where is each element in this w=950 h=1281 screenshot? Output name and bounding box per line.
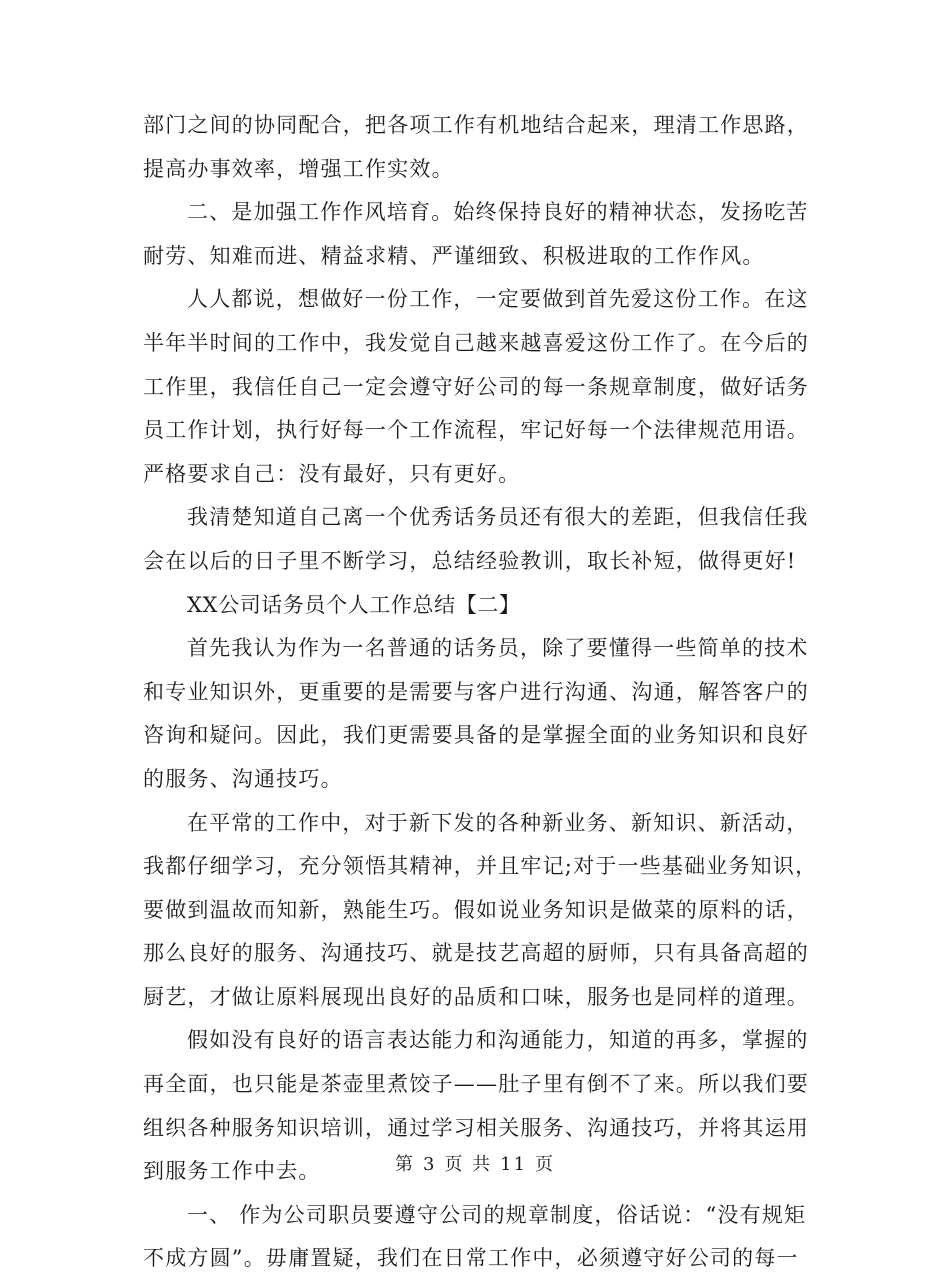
text-line: 耐劳、知难而进、精益求精、严谨细致、积极进取的工作作风。 <box>143 243 765 268</box>
total-page-count: 11 <box>500 1154 528 1175</box>
footer-prefix: 第 <box>394 1154 415 1175</box>
text-line: 我都仔细学习，充分领悟其精神，并且牢记;对于一些基础业务知识， <box>143 854 818 879</box>
text-line: 组织各种服务知识培训，通过学习相关服务、沟通技巧，并将其运用 <box>143 1115 809 1140</box>
text-line: 咨询和疑问。因此，我们更需要具备的是掌握全面的业务知识和良好 <box>143 723 809 748</box>
text-line: 部门之间的协同配合，把各项工作有机地结合起来，理清工作思路， <box>143 113 809 137</box>
text-line: 厨艺，才做让原料展现出良好的品质和口味，服务也是同样的道理。 <box>143 984 809 1009</box>
footer-middle: 页 共 <box>444 1154 493 1175</box>
text-line: 那么良好的服务、沟通技巧、就是技艺高超的厨师，只有具备高超的 <box>143 941 809 966</box>
text-line: 不成方圆”。毋庸置疑，我们在日常工作中，必须遵守好公司的每一 <box>143 1246 799 1271</box>
text-line: 会在以后的日子里不断学习，总结经验教训，取长补短，做得更好! <box>143 548 797 573</box>
text-line: 严格要求自己：没有最好，只有更好。 <box>143 461 521 486</box>
text-line: 员工作计划，执行好每一个工作流程，牢记好每一个法律规范用语。 <box>143 418 809 443</box>
current-page-number: 3 <box>422 1154 437 1175</box>
text-line: 一、 作为公司职员要遵守公司的规章制度，俗话说：“没有规矩 <box>187 1202 807 1227</box>
text-line: 再全面，也只能是茶壶里煮饺子——肚子里有倒不了来。所以我们要 <box>143 1072 809 1097</box>
text-line: 假如没有良好的语言表达能力和沟通能力，知道的再多，掌握的 <box>187 1028 809 1053</box>
document-body <box>143 104 818 1281</box>
text-line: 的服务、沟通技巧。 <box>143 766 343 791</box>
text-line: 我清楚知道自己离一个优秀话务员还有很大的差距，但我信任我 <box>187 505 809 530</box>
text-line: 到服务工作中去。 <box>143 1159 321 1184</box>
text-line: 半年半时间的工作中，我发觉自己越来越喜爱这份工作了。在今后的 <box>143 330 809 355</box>
text-line: 首先我认为作为一名普通的话务员，除了要懂得一些简单的技术 <box>187 636 809 661</box>
text-line: 要做到温故而知新，熟能生巧。假如说业务知识是做菜的原料的话， <box>143 897 809 922</box>
text-line: 人人都说，想做好一份工作，一定要做到首先爱这份工作。在这 <box>187 287 809 312</box>
text-line: 和专业知识外，更重要的是需要与客户进行沟通、沟通，解答客户的 <box>143 679 809 704</box>
text-line: 二、是加强工作作风培育。始终保持良好的精神状态，发扬吃苦 <box>187 200 809 225</box>
text-line: 工作里，我信任自己一定会遵守好公司的每一条规章制度，做好话务 <box>143 374 809 399</box>
footer-suffix: 页 <box>535 1154 556 1175</box>
text-line: 提高办事效率，增强工作实效。 <box>143 156 454 181</box>
section-heading: XX公司话务员个人工作总结【二】 <box>187 592 521 617</box>
text-line: 在平常的工作中，对于新下发的各种新业务、新知识、新活动， <box>187 810 809 835</box>
page-footer <box>0 1150 950 1176</box>
